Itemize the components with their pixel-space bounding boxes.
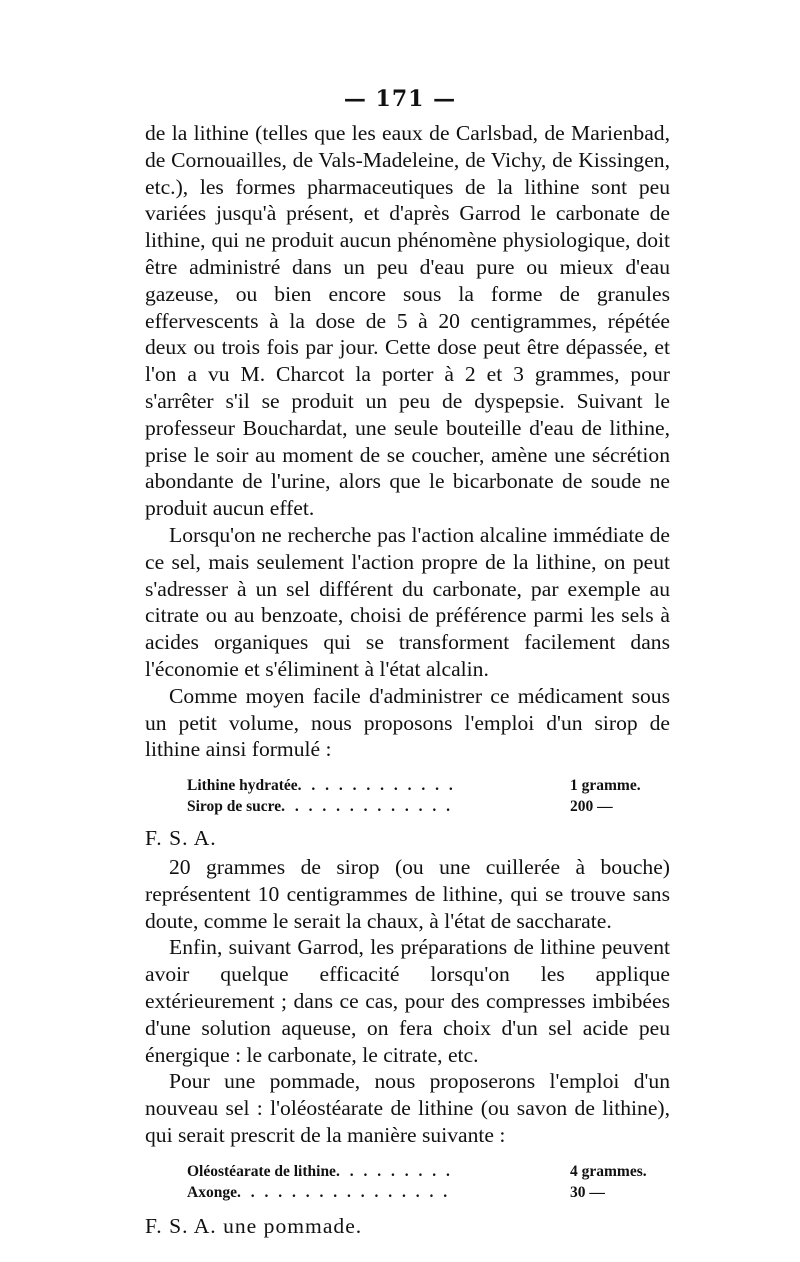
page-number: — 171 — xyxy=(343,86,457,112)
body-text xyxy=(145,120,670,1241)
paragraph-lithine-forms: de la lithine (telles que les eaux de Carlsbad, de Marienbad, de Cornouailles, de Vals-Madeleine, de Vichy, de Kissingen, etc.), les formes pharmaceutiques de la lithine sont peu variées jusqu'à présent, et d'après Garrod le carbonate de lithine, qui ne produit aucun phénomène physiologique, doit être administré dans un peu d'eau pure ou mieux d'eau gazeuse, ou bien encore sous la forme de granules effervescents à la dose de 5 à 20 centigrammes, répétée deux ou trois fois par jour. Cette dose peut être dépassée, et l'on a vu M. Charcot la porter à 2 et 3 grammes, pour s'arrêter s'il se produit un peu de dyspepsie. Suivant le professeur Bouchardat, une seule bouteille d'eau de lithine, prise le soir au moment de se coucher, amène une sécrétion abondante de l'urine, alors que le bicarbonate de soude ne produit aucun effet. xyxy=(145,121,670,521)
paragraph-external-use: Enfin, suivant Garrod, les préparations de lithine peuvent avoir quelque efficacité lorsqu'on les applique extérieurement ; dans ce cas, pour des compresses imbibées d'une solution aqueuse, on fera choix d'un sel acide peu énergique : le carbonate, le citrate, etc. xyxy=(145,935,670,1067)
syrup-recipe xyxy=(187,775,647,817)
pommade-recipe xyxy=(187,1161,647,1203)
ingredient-quantity: 200 — xyxy=(570,798,613,816)
fsa-label: F. S. A. xyxy=(145,826,217,851)
ingredient-name: Lithine hydratée xyxy=(187,777,298,795)
paragraph-syrup-dose: 20 grammes de sirop (ou une cuillerée à bouche) représentent 10 centigrammes de lithine, qui se trouve sans doute, comme le serait la chaux, à l'état de saccharate. xyxy=(145,854,670,933)
recipe-row xyxy=(187,1161,647,1182)
paragraph-other-salts: Lorsqu'on ne recherche pas l'action alcaline immédiate de ce sel, mais seulement l'action propre de la lithine, on peut s'adresser à un sel différent du carbonate, par exemple au citrate ou au benzoate, choisi de préférence parmi les sels à acides organiques qui se transforment facilement dans l'économie et s'éliminent à l'état alcalin. xyxy=(145,522,670,681)
ingredient-name: Oléostéarate de lithine xyxy=(187,1162,336,1180)
recipe-row xyxy=(187,1182,647,1203)
leader-dots: . . . . . . . . . . . . . xyxy=(281,798,454,816)
paragraph-syrup-intro: Comme moyen facile d'administrer ce médicament sous un petit volume, nous proposons l'emploi d'un sirop de lithine ainsi formulé : xyxy=(145,683,670,762)
leader-dots: . . . . . . . . . . . . . . . . xyxy=(236,1183,451,1201)
ingredient-name: Sirop de sucre xyxy=(187,798,282,816)
ingredient-quantity: 1 gramme. xyxy=(570,777,641,795)
recipe-row xyxy=(187,796,647,817)
paragraph-pommade-intro: Pour une pommade, nous proposerons l'emploi d'un nouveau sel : l'oléostéarate de lithine (ou savon de lithine), qui serait prescrit de la manière suivante : xyxy=(145,1069,670,1147)
recipe-row xyxy=(187,775,647,796)
ingredient-quantity: 4 grammes. xyxy=(570,1162,647,1180)
ingredient-quantity: 30 — xyxy=(570,1183,605,1201)
leader-dots: . . . . . . . . . xyxy=(335,1162,453,1180)
ingredient-name: Axonge xyxy=(187,1183,237,1201)
fsa-pommade-label: F. S. A. une pommade. xyxy=(145,1213,363,1238)
leader-dots: . . . . . . . . . . . . xyxy=(297,777,456,795)
